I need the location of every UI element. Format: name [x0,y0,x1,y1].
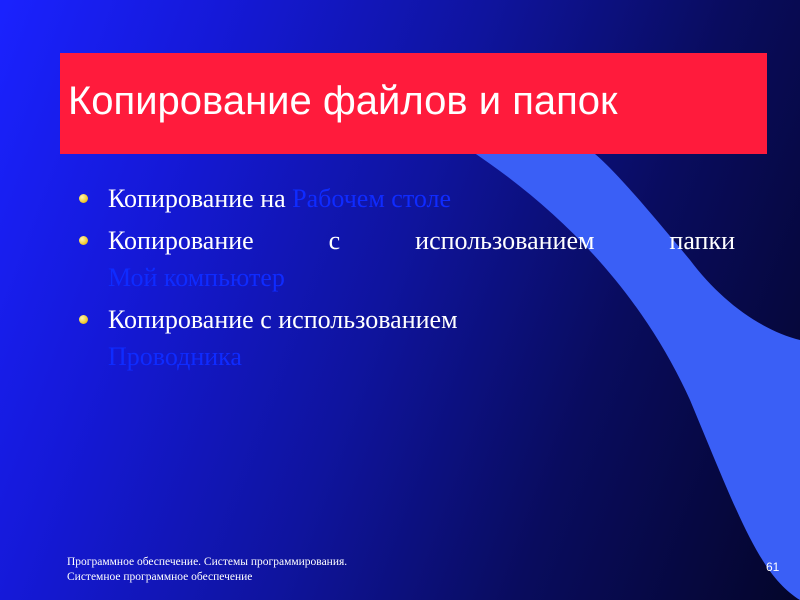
bullet-item [75,301,735,375]
bullet-text: Копирование с использованием папки [108,226,735,255]
bullet-list [75,180,735,375]
bullet-text: Копирование с использованием [108,305,458,334]
bullet-text: Копирование на [108,184,293,213]
bullet-highlight-link[interactable]: Мой компьютер [108,263,285,292]
title-banner [60,53,767,154]
footer-text: Программное обеспечение. Системы программирования. Системное программное обеспечение [67,556,348,583]
bullet-highlight-link[interactable]: Рабочем столе [292,184,452,213]
bullet-item [75,222,735,296]
bullet-icon [79,194,88,203]
bullet-item [75,180,735,217]
bullet-highlight-link[interactable]: Проводника [108,342,242,371]
bullet-icon [79,315,88,324]
slide-number: 61 [766,560,780,574]
bullet-icon [79,236,88,245]
slide-title: Копирование файлов и папок [68,79,618,123]
